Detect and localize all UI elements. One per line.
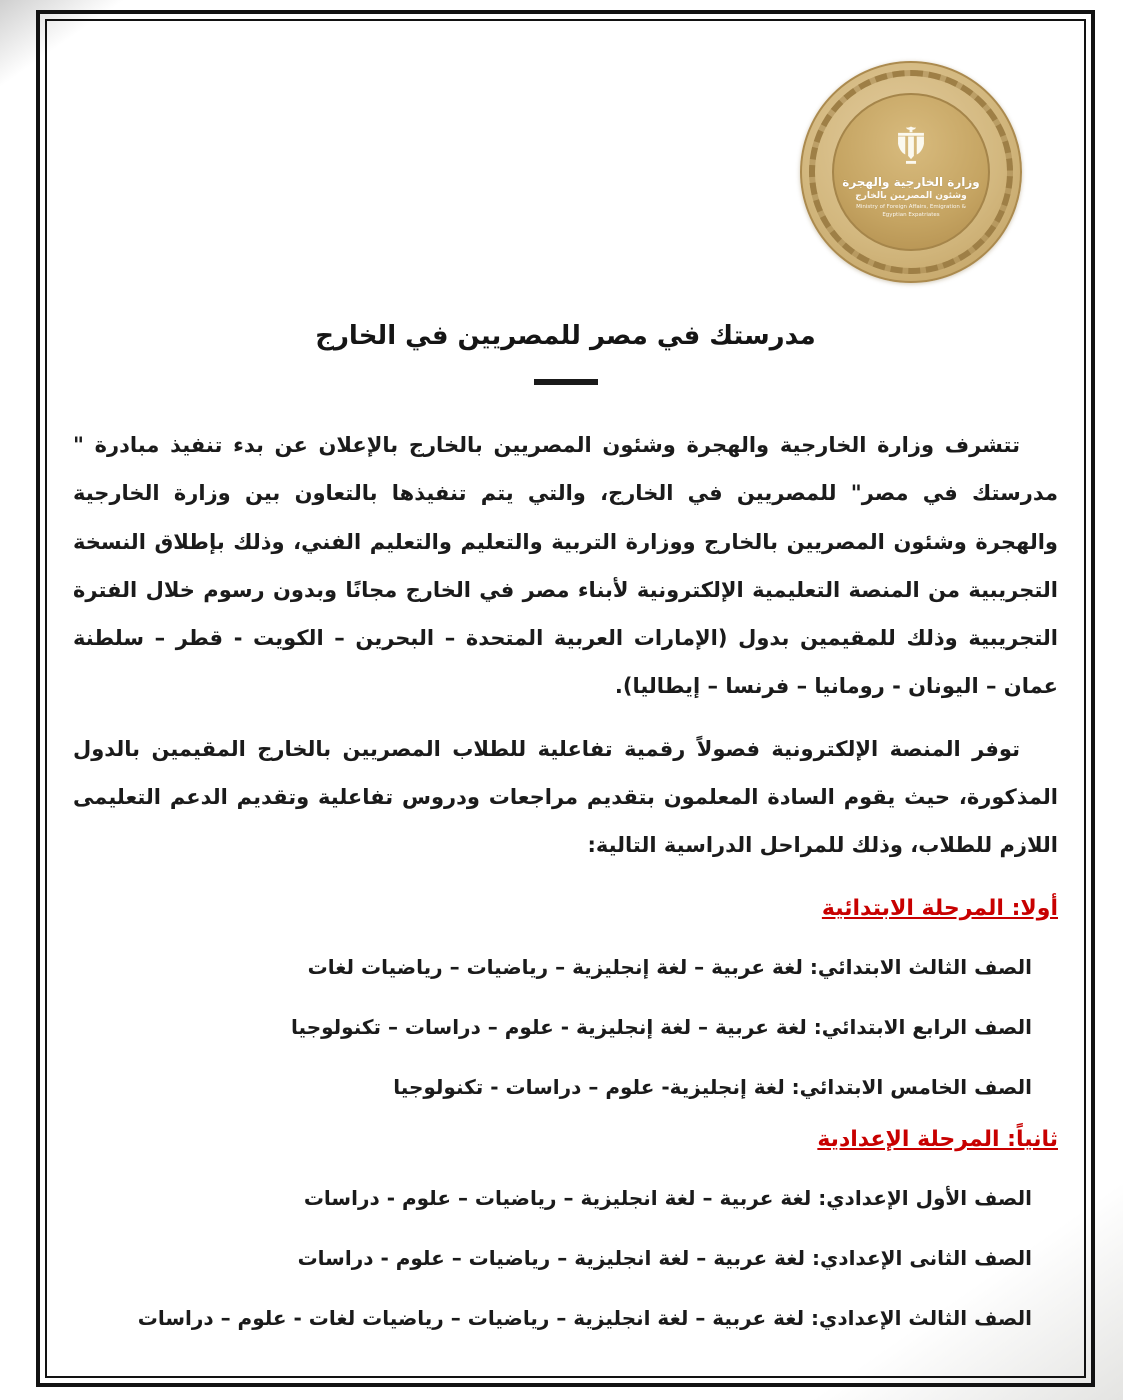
grade-item-primary-4: الصف الرابع الابتدائي: لغة عربية – لغة إنجليزية - علوم – دراسات – تكنولوجيا — [291, 1014, 1032, 1039]
seal-text-line2: وشئون المصريين بالخارج — [855, 191, 967, 202]
grade-item-prep-2: الصف الثانى الإعدادي: لغة عربية – لغة انجليزية – رياضيات – علوم - دراسات — [297, 1245, 1032, 1270]
grade-item-prep-1: الصف الأول الإعدادي: لغة عربية – لغة انجليزية – رياضيات – علوم - دراسات — [303, 1185, 1032, 1210]
seal-text-line1: وزارة الخارجية والهجرة — [842, 174, 980, 189]
document-frame — [36, 10, 1095, 1387]
seal-inner-disc — [832, 93, 990, 251]
section-heading-primary: أولا: المرحلة الابتدائية — [821, 895, 1058, 921]
platform-paragraph: توفر المنصة الإلكترونية فصولاً رقمية تفاعلية للطلاب المصريين بالخارج المقيمين بالدول المذكورة، حيث يقوم السادة المعلمون بتقديم مراجعات ودروس تفاعلية وتقديم الدعم التعليمى اللازم للطلاب، وذلك للمراحل الدراسية التالية: — [73, 736, 1058, 858]
eagle-emblem-icon — [889, 125, 933, 171]
section-heading-preparatory: ثانياً: المرحلة الإعدادية — [817, 1126, 1058, 1152]
grade-item-primary-5: الصف الخامس الابتدائي: لغة إنجليزية- علوم – دراسات - تكنولوجيا — [393, 1074, 1032, 1099]
document-frame-inner — [45, 19, 1086, 1378]
ministry-seal — [800, 61, 1022, 283]
title-divider — [534, 379, 598, 385]
grade-item-primary-3: الصف الثالث الابتدائي: لغة عربية – لغة إنجليزية – رياضيات – رياضيات لغات — [307, 954, 1032, 979]
intro-paragraph: تتشرف وزارة الخارجية والهجرة وشئون المصريين بالخارج بالإعلان عن بدء تنفيذ مبادرة " مدرستك في مصر" للمصريين في الخارج، والتي يتم تنفيذها بالتعاون بين وزارة الخارجية والهجرة وشئون المصريين بالخارج ووزارة التربية والتعليم والتعليم الفني، وذلك بإطلاق النسخة التجريبية من المنصة التعليمية الإلكترونية لأبناء مصر في الخارج مجانًا وبدون رسوم خلال الفترة التجريبية وذلك للمقيمين بدول (الإمارات العربية المتحدة – البحرين – الكويت - قطر – سلطنة عمان – اليونان - رومانيا – فرنسا – إيطاليا). — [73, 433, 1058, 699]
grade-item-prep-3: الصف الثالث الإعدادي: لغة عربية – لغة انجليزية – رياضيات – رياضيات لغات - علوم – دراسات — [137, 1305, 1032, 1330]
seal-text-english: Ministry of Foreign Affairs, Emigration & Egyptian Expatriates — [856, 203, 966, 219]
document-title: مدرستك في مصر للمصريين في الخارج — [315, 321, 816, 351]
